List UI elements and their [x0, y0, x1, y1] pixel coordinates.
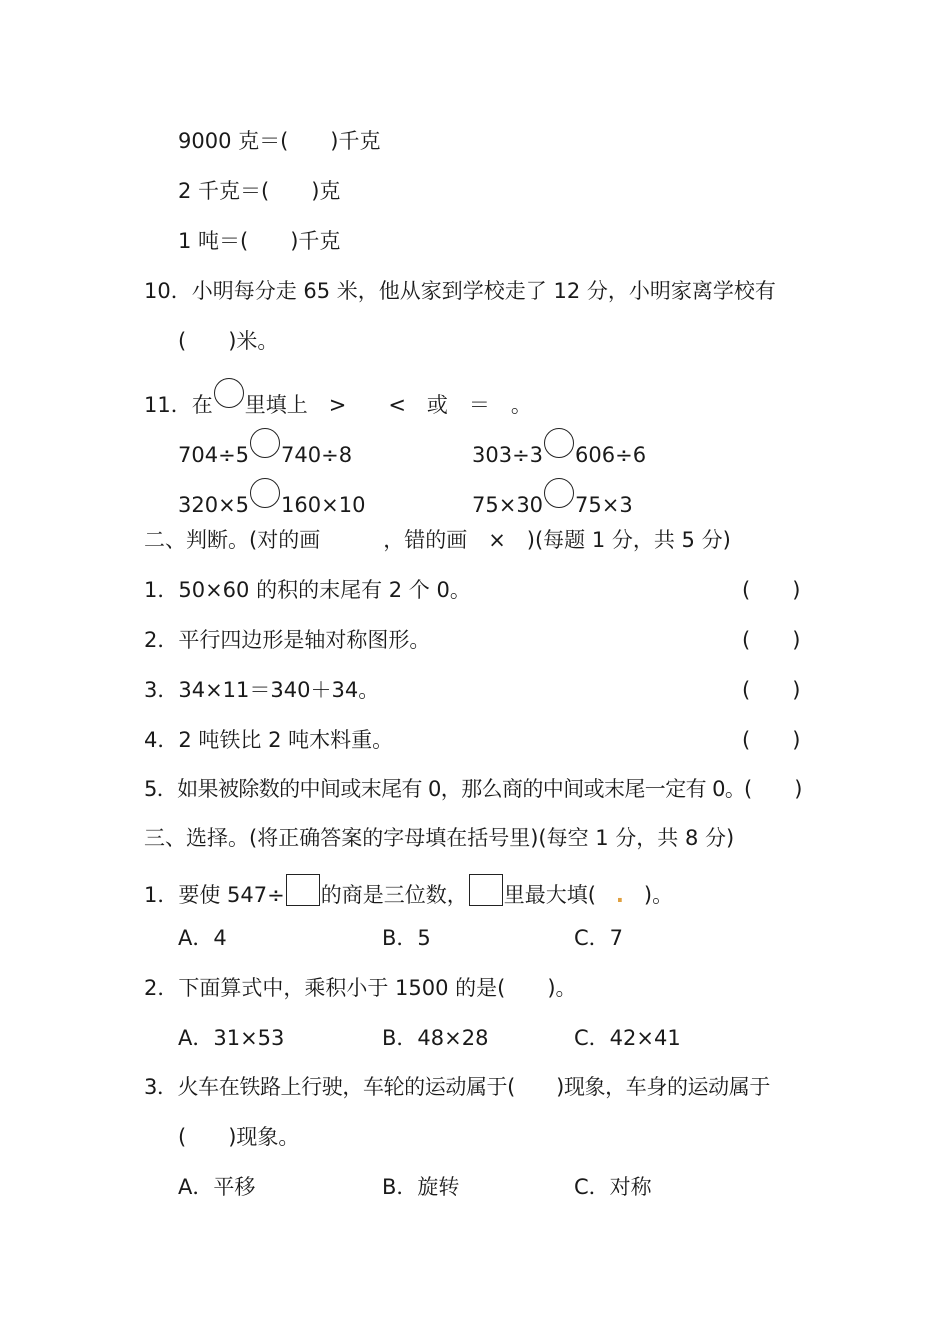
judge-answer-4[interactable]: ( ): [742, 728, 801, 752]
choice-q3-option-b[interactable]: B．旋转: [382, 1175, 460, 1199]
section2-heading: 二、判断。(对的画 ，错的画 × )(每题 1 分，共 5 分): [144, 528, 731, 552]
q11-item-1-right: 740÷8: [281, 443, 353, 467]
q11-item-4-left: 75×30: [472, 493, 544, 517]
choice-q1-option-c[interactable]: C．7: [574, 926, 624, 950]
q11-instruction: [144, 378, 532, 417]
choice-q1-part2: 的商是三位数，: [320, 883, 468, 907]
q11-item-2: [472, 428, 647, 467]
q11-suffix: 里填上 > < 或 ＝ 。: [244, 393, 532, 417]
q11-item-1: [178, 428, 353, 467]
choice-q3-option-a[interactable]: A．平移: [178, 1175, 256, 1199]
q11-item-4-right: 75×3: [575, 493, 633, 517]
choice-q3-option-c[interactable]: C．对称: [574, 1175, 652, 1199]
choice-q2: 2．下面算式中，乘积小于 1500 的是( )。: [144, 976, 577, 1000]
q11-item-3-left: 320×5: [178, 493, 250, 517]
judge-item-5: 5．如果被除数的中间或末尾有 0，那么商的中间或末尾一定有 0。: [144, 777, 746, 801]
compare-circle-icon: [214, 378, 244, 408]
judge-answer-5[interactable]: ( ): [744, 777, 803, 801]
choice-q2-option-a[interactable]: A．31×53: [178, 1026, 285, 1050]
choice-q1: [144, 874, 674, 907]
q11-item-2-right: 606÷6: [575, 443, 647, 467]
q11-prefix: 11．在: [144, 393, 213, 417]
conversion-2: 2 千克＝( )克: [178, 179, 341, 203]
judge-item-4: 4．2 吨铁比 2 吨木料重。: [144, 728, 394, 752]
blank-square-1[interactable]: [286, 874, 320, 906]
judge-item-3: 3．34×11＝340＋34。: [144, 678, 380, 702]
choice-q1-option-b[interactable]: B．5: [382, 926, 431, 950]
judge-item-2: 2．平行四边形是轴对称图形。: [144, 628, 431, 652]
choice-q2-option-b[interactable]: B．48×28: [382, 1026, 489, 1050]
judge-answer-1[interactable]: ( ): [742, 578, 801, 602]
choice-q3-line2: ( )现象。: [178, 1125, 300, 1149]
choice-q2-option-c[interactable]: C．42×41: [574, 1026, 681, 1050]
q11-item-3-right: 160×10: [281, 493, 366, 517]
conversion-1: 9000 克＝( )千克: [178, 129, 381, 153]
judge-item-1: 1．50×60 的积的末尾有 2 个 0。: [144, 578, 471, 602]
q11-item-2-left: 303÷3: [472, 443, 544, 467]
q11-item-3: [178, 478, 366, 517]
compare-circle-1[interactable]: [250, 428, 280, 458]
q10-line2: ( )米。: [178, 329, 279, 353]
choice-q1-part4: )。: [643, 883, 674, 907]
compare-circle-2[interactable]: [544, 428, 574, 458]
q10-line1: 10．小明每分走 65 米，他从家到学校走了 12 分，小明家离学校有: [144, 279, 776, 303]
choice-q1-part3: 里最大填(: [503, 883, 596, 907]
judge-answer-2[interactable]: ( ): [742, 628, 801, 652]
choice-q3-line1: 3．火车在铁路上行驶，车轮的运动属于( )现象，车身的运动属于: [144, 1075, 770, 1099]
section3-heading: 三、选择。(将正确答案的字母填在括号里)(每空 1 分，共 8 分): [144, 826, 735, 850]
compare-circle-4[interactable]: [544, 478, 574, 508]
choice-q1-dot[interactable]: .: [615, 883, 624, 907]
choice-q1-part1: 1．要使 547÷: [144, 883, 285, 907]
blank-square-2[interactable]: [469, 874, 503, 906]
q11-item-4: [472, 478, 633, 517]
choice-q1-option-a[interactable]: A．4: [178, 926, 227, 950]
judge-answer-3[interactable]: ( ): [742, 678, 801, 702]
compare-circle-3[interactable]: [250, 478, 280, 508]
conversion-3: 1 吨＝( )千克: [178, 229, 341, 253]
q11-item-1-left: 704÷5: [178, 443, 250, 467]
